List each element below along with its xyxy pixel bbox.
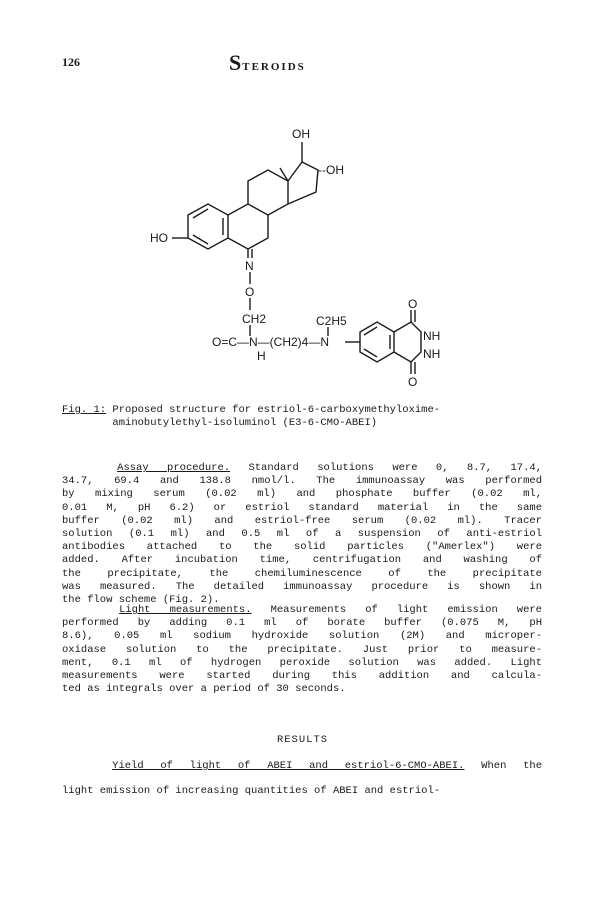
nh-label-1: NH (423, 329, 441, 343)
ring-a (188, 204, 228, 249)
o-bottom-label: O (408, 375, 418, 389)
paragraph-line: Light measurements. Measurements of light emission were (119, 604, 542, 616)
caption-line-1: Proposed structure for estriol-6-carboxymethyloxime- (112, 404, 441, 416)
results-subheading: Yield of light of ABEI and estriol-6-CMO-ABEI. (112, 760, 465, 772)
page-number: 126 (62, 55, 80, 69)
c2h5-label: C2H5 (316, 314, 347, 328)
ring-d (288, 162, 318, 204)
o-label: O (245, 285, 255, 299)
assay-paragraph (62, 462, 542, 607)
chemical-structure (140, 120, 540, 400)
oh-top-label: OH (292, 127, 310, 141)
results-heading: RESULTS (276, 734, 329, 746)
ring-b (228, 204, 268, 249)
journal-initial: S (229, 50, 243, 75)
journal-rest: TEROIDS (242, 61, 306, 73)
journal-title (229, 50, 306, 76)
paragraph-line: 34.7, 69.4 and 138.8 nmol/l. The immunoassay was performed (62, 475, 542, 488)
paragraph-line: Yield of light of ABEI and estriol-6-CMO-ABEI. When the (112, 760, 542, 772)
carbonyl-chain-label: O=C—N—(CH2)4—N (212, 335, 330, 349)
results-paragraph (62, 760, 542, 798)
light-paragraph (62, 604, 542, 696)
paragraph-line: solution (0.1 ml) and 0.5 ml of a suspension of anti-estriol (62, 528, 542, 541)
nh-label-2: NH (423, 347, 441, 361)
assay-heading: Assay procedure. (117, 462, 231, 474)
paragraph-line: by mixing serum (0.02 ml) and phosphate buffer (0.02 ml, (62, 488, 542, 501)
caption-line-2: aminobutylethyl-isoluminol (E3-6-CMO-ABEI) (112, 417, 378, 429)
isoluminol-ring (360, 322, 394, 362)
paragraph-line: measurements were started during this addition and calcula- (62, 670, 542, 683)
paragraph-line: the precipitate, the chemiluminescence of the precipitate (62, 567, 542, 580)
paragraph-line: performed by adding 0.1 ml of borate buffer (0.075 M, pH (62, 617, 542, 630)
n-label: N (245, 259, 254, 273)
structure-figure (140, 120, 540, 400)
paragraph-line: ted as integrals over a period of 30 seconds. (62, 683, 346, 696)
paragraph-line: added. After incubation time, centrifugation and washing of (62, 554, 542, 567)
paragraph-line: antibodies attached to the solid particles ("Amerlex") were (62, 541, 542, 554)
oh-side-label: --OH (318, 163, 344, 177)
paragraph-line: oxidase solution to the precipitate. Just prior to measure- (62, 643, 542, 656)
ho-label: HO (150, 231, 168, 245)
caption-label: Fig. 1: (62, 404, 107, 416)
paragraph-line: light emission of increasing quantities of ABEI and estriol- (62, 785, 441, 798)
paragraph-line: ment, 0.1 ml of hydrogen peroxide solution was added. Light (62, 656, 542, 669)
figure-caption (62, 404, 542, 430)
paragraph-line: the flow scheme (Fig. 2). (62, 594, 220, 607)
light-heading: Light measurements. (119, 604, 252, 616)
paragraph-line: 8.6), 0.05 ml sodium hydroxide solution (2M) and microper- (62, 630, 542, 643)
paragraph-line: Assay procedure. Standard solutions were 0, 8.7, 17.4, (117, 462, 542, 474)
paragraph-line: was measured. The detailed immunoassay procedure is shown in (62, 580, 542, 593)
paragraph-line: 0.01 M, pH 6.2) or estriol standard material in the same (62, 501, 542, 514)
paragraph-line: buffer (0.02 ml) and estriol-free serum (0.02 ml). Tracer (62, 514, 542, 527)
ring-c (248, 170, 288, 215)
ch2-label: CH2 (242, 312, 267, 326)
o-top-label: O (408, 297, 418, 311)
h-label: H (257, 349, 266, 363)
